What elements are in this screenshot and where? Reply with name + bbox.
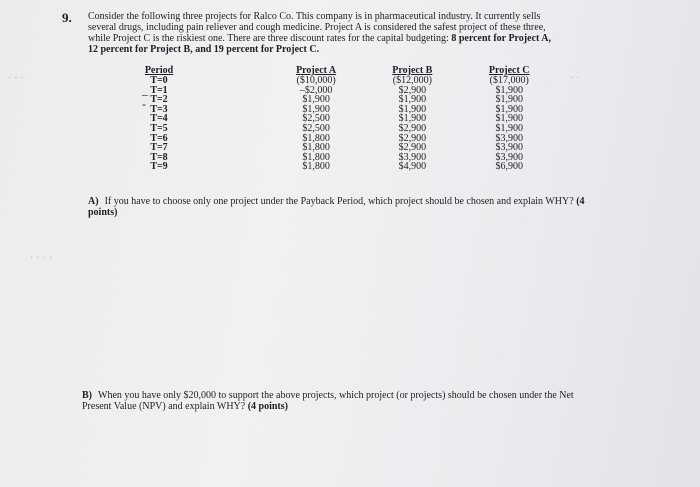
period-cell: T=1 — [150, 84, 168, 96]
part-b-points: (4 points) — [247, 401, 288, 412]
part-a-label: A) — [88, 196, 99, 207]
question-part-a — [88, 196, 598, 218]
period-cell: T=2 — [150, 94, 168, 106]
project-b-cell: $2,900 — [398, 122, 427, 134]
intro-text: Consider the following three projects for Ralco Co. This company is in pharmaceutical industry. It currently sells several drugs, including pain reliever and cough medicine. Project A is considered the safest project of these three, while Project C is the riskiest one. There are three discount rates for the capital budgeting: — [88, 11, 546, 44]
project-a-cell: ($10,000) — [296, 75, 336, 86]
table-row — [138, 162, 558, 172]
project-b-cell: $1,900 — [398, 113, 427, 125]
project-b-cell: $2,900 — [398, 142, 427, 154]
project-b-cell: $1,900 — [398, 94, 427, 106]
period-cell: T=6 — [150, 132, 168, 144]
margin-dash: - — [142, 97, 146, 111]
project-c-cell: $6,900 — [495, 161, 523, 173]
period-cell: T=5 — [150, 122, 168, 134]
project-b-cell: $3,900 — [398, 151, 427, 163]
part-b-text: When you have only $20,000 to support the above projects, which project (or projects) should be chosen under the Net Present Value (NPV) and explain WHY? — [82, 390, 574, 412]
project-c-cell: $1,900 — [495, 94, 523, 106]
project-c-cell: ($17,000) — [489, 75, 529, 86]
question-number: 9. — [62, 10, 72, 25]
project-a-cell: $2,500 — [302, 113, 330, 125]
part-a-points: (4 points) — [88, 196, 585, 218]
period-cell: T=0 — [150, 75, 168, 86]
project-a-cell: $1,800 — [302, 132, 330, 144]
bleed-through-text: . . . . — [30, 250, 53, 261]
project-a-cell: $2,500 — [302, 122, 330, 134]
period-cell: T=8 — [150, 151, 168, 163]
project-b-cell: ($12,000) — [392, 75, 432, 86]
project-b-cell: $1,900 — [398, 103, 427, 115]
project-c-cell: $1,900 — [495, 103, 523, 115]
project-a-cell: $1,900 — [302, 94, 330, 106]
intro-discount-rates: 8 percent for Project A, 12 percent for Project B, and 19 percent for Project C. — [88, 33, 552, 55]
column-header: Project A — [296, 65, 337, 76]
question-part-b — [82, 390, 602, 412]
project-a-cell: $1,900 — [302, 103, 330, 115]
column-header: Project C — [488, 65, 530, 76]
part-a-text: If you have to choose only one project under the Payback Period, which project should be chosen and explain WHY? — [104, 196, 574, 207]
bleed-through-text: . . . — [8, 70, 24, 81]
project-b-cell: $2,900 — [398, 132, 427, 144]
project-c-cell: $1,900 — [495, 84, 523, 96]
project-c-cell: $3,900 — [495, 151, 523, 163]
cash-flow-table — [138, 66, 558, 172]
project-b-cell: $4,900 — [398, 161, 427, 173]
project-b-cell: $2,900 — [398, 84, 427, 96]
project-a-cell: $1,800 — [302, 161, 330, 173]
project-c-cell: $1,900 — [495, 122, 523, 134]
project-c-cell: $1,900 — [495, 113, 523, 125]
column-header: Period — [144, 65, 174, 76]
part-b-label: B) — [82, 390, 92, 401]
margin-dash: – — [142, 87, 148, 101]
period-cell: T=7 — [150, 142, 168, 154]
question-intro — [88, 11, 563, 55]
bleed-through-text: . . — [570, 70, 580, 81]
column-header: Project B — [392, 65, 433, 76]
period-cell: T=9 — [150, 161, 168, 173]
period-cell: T=3 — [150, 103, 168, 115]
period-cell: T=4 — [150, 113, 168, 125]
project-a-cell: $1,800 — [302, 151, 330, 163]
project-c-cell: $3,900 — [495, 142, 523, 154]
project-a-cell: –$2,000 — [299, 84, 333, 96]
project-c-cell: $3,900 — [495, 132, 523, 144]
project-a-cell: $1,800 — [302, 142, 330, 154]
